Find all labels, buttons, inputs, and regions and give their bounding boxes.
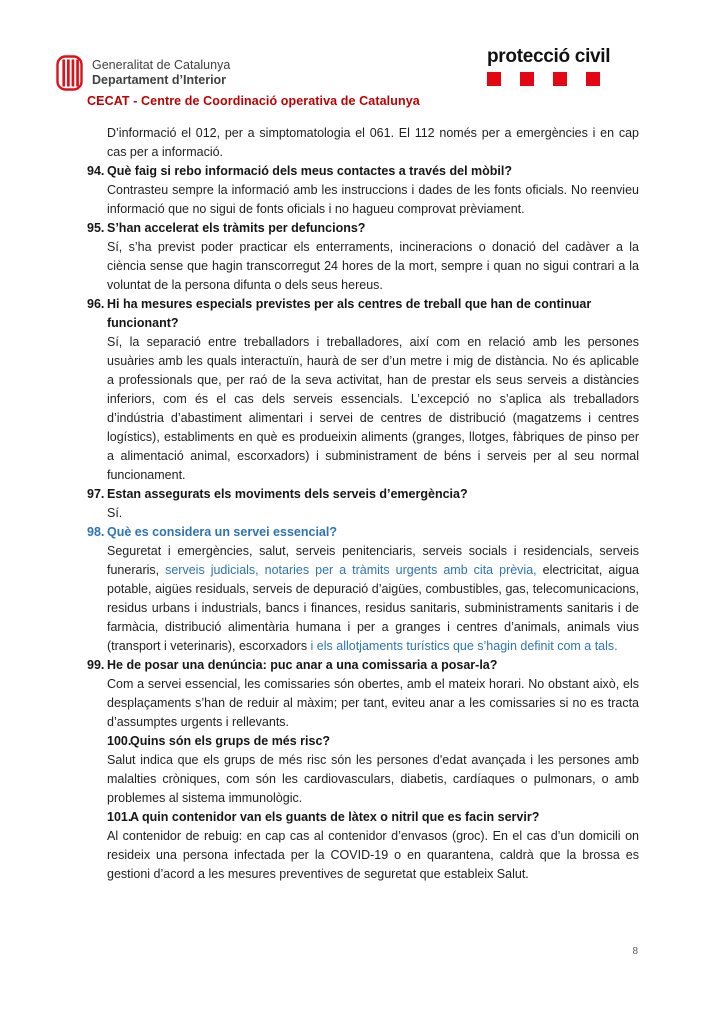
faq-answer-highlight: serveis judicials, notaries per a tràmits urgents amb cita prèvia, [165,563,543,577]
faq-answer [107,333,639,485]
faq-answer-segment: Seguretat i emergències, salut, serveis penitenciaris, serveis socials i residencials, serveis funeraris, [107,544,639,577]
faq-question-number: 94. [87,164,105,178]
faq-answer-segment: Salut indica que els grups de més risc són les persones d'edat avançada i les persones amb malalties cròniques, com són les cardiovasculars, diabetis, cardíaques o pulmonars, o amb problemes al sistema immunològic. [107,753,639,805]
faq-question-number: 100. [107,734,132,748]
proteccio-civil-wordmark: protecció civil [487,46,611,67]
logo-org-name: Generalitat de Catalunya [92,58,231,72]
faq-content [87,124,639,884]
faq-item [87,485,639,523]
faq-answer-highlight: i els allotjaments turístics que s’hagin definit com a tals. [310,639,618,653]
faq-answer [107,675,639,732]
generalitat-logo-text [92,55,230,88]
faq-answer-segment: Sí. [107,506,123,520]
cecat-title: CECAT - Centre de Coordinació operativa de Catalunya [87,94,420,108]
faq-answer-segment: Sí, la separació entre treballadors i treballadores, així com en relació amb les persones usuàries amb les quals interactuïn, haurà de ser d’un metre i mig de distància. No és aplicable a professionals que, per raó de la seva activitat, han de prestar els seus serveis a distàncies inferiors, com és el cas dels serveis essencials. L’excepció no s’aplica als treballadors d’indústria d’abastiment alimentari i servei de centres de distribució (magatzems i centres logístics), establiments en què es produeixin aliments (granges, llotges, fàbriques de pinso per a alimentació animal, escorxadors) i subministrament de béns i serveis per al seu normal funcionament. [107,335,639,482]
faq-question-number: 98. [87,525,105,539]
intro-paragraph: D’informació el 012, per a simptomatologia el 061. El 112 només per a emergències i en cap cas per a informació. [107,126,639,159]
faq-answer [107,504,639,523]
faq-answer-segment: Com a servei essencial, les comissaries són obertes, amb el mateix horari. No obstant això, els desplaçaments s’han de reduir al màxim; per tant, eviteu anar a les comissaries si no es tracta d’assumptes urgents i rellevants. [107,677,639,729]
faq-answer-segment: Al contenidor de rebuig: en cap cas al contenidor d’envasos (groc). En el cas d’un domicili on resideix una persona infectada per la COVID-19 o en quarantena, caldrà que la brossa es gestioni d’acord a les mesures preventives de seguretat que estableix Salut. [107,829,639,881]
faq-question-text: Què es considera un servei essencial? [107,525,337,539]
faq-question-text: He de posar una denúncia: puc anar a una comissaria a posar-la? [107,658,498,672]
faq-item [87,523,639,656]
faq-question-number: 101. [107,810,132,824]
faq-question-text: Quins són els grups de més risc? [130,734,331,748]
faq-item [87,219,639,295]
senyera-shield-icon [56,55,83,96]
faq-question [87,523,639,542]
faq-answer [107,181,639,219]
faq-question-text: Estan assegurats els moviments dels serveis d’emergència? [107,487,468,501]
faq-question-number: 96. [87,297,105,311]
faq-question-text: Què faig si rebo informació dels meus contactes a través del mòbil? [107,164,512,178]
generalitat-logo [56,55,230,96]
faq-question-number: 99. [87,658,105,672]
faq-question [87,485,639,504]
red-square-icon [487,72,501,86]
faq-question-number: 97. [87,487,105,501]
proteccio-civil-squares-icon [487,72,637,86]
faq-answer-segment: Contrasteu sempre la informació amb les instruccions i dades de les fonts oficials. No reenvieu informació que no sigui de fonts oficials i no hagueu comprovat prèviament. [107,183,639,216]
faq-question-text: A quin contenidor van els guants de làtex o nitril que es facin servir? [130,810,540,824]
faq-list [87,162,639,884]
faq-answer [107,542,639,656]
red-square-icon [586,72,600,86]
red-square-icon [520,72,534,86]
faq-item [107,732,639,808]
faq-answer [107,827,639,884]
faq-question [107,808,639,827]
faq-answer [107,751,639,808]
faq-question [87,656,639,675]
faq-question [87,162,639,181]
faq-answer-segment: Sí, s’ha previst poder practicar els enterraments, incineracions o donació del cadàver a la ciència sense que hagin transcorregut 24 hores de la mort, sempre i quan no sigui contrari a la voluntat de la persona difunta o dels seus hereus. [107,240,639,292]
faq-question-text: Hi ha mesures especials previstes per als centres de treball que han de continuar funcionant? [107,297,592,330]
red-square-icon [553,72,567,86]
faq-question [87,295,639,333]
faq-item [87,656,639,732]
faq-question-text: S’han accelerat els tràmits per defuncions? [107,221,366,235]
faq-answer [107,238,639,295]
faq-item [107,808,639,884]
faq-item [87,162,639,219]
faq-item [87,295,639,485]
faq-question [87,219,639,238]
faq-question [107,732,639,751]
faq-answer-segment: electricitat, aigua potable, aigües residuals, serveis de depuració d’aigües, combustibles, gas, telecomunicacions, residus urbans i industrials, bancs i finances, residus sanitaris, subministraments sanitaris i de farmàcia, distribució alimentària humana i per a granges i centres d’animals, animals vius (transport i veterinaris), escorxadors [107,563,639,653]
logo-dept-name: Departament d’Interior [92,73,227,87]
proteccio-civil-logo [487,46,637,86]
faq-question-number: 95. [87,221,105,235]
page-number: 8 [632,946,638,957]
